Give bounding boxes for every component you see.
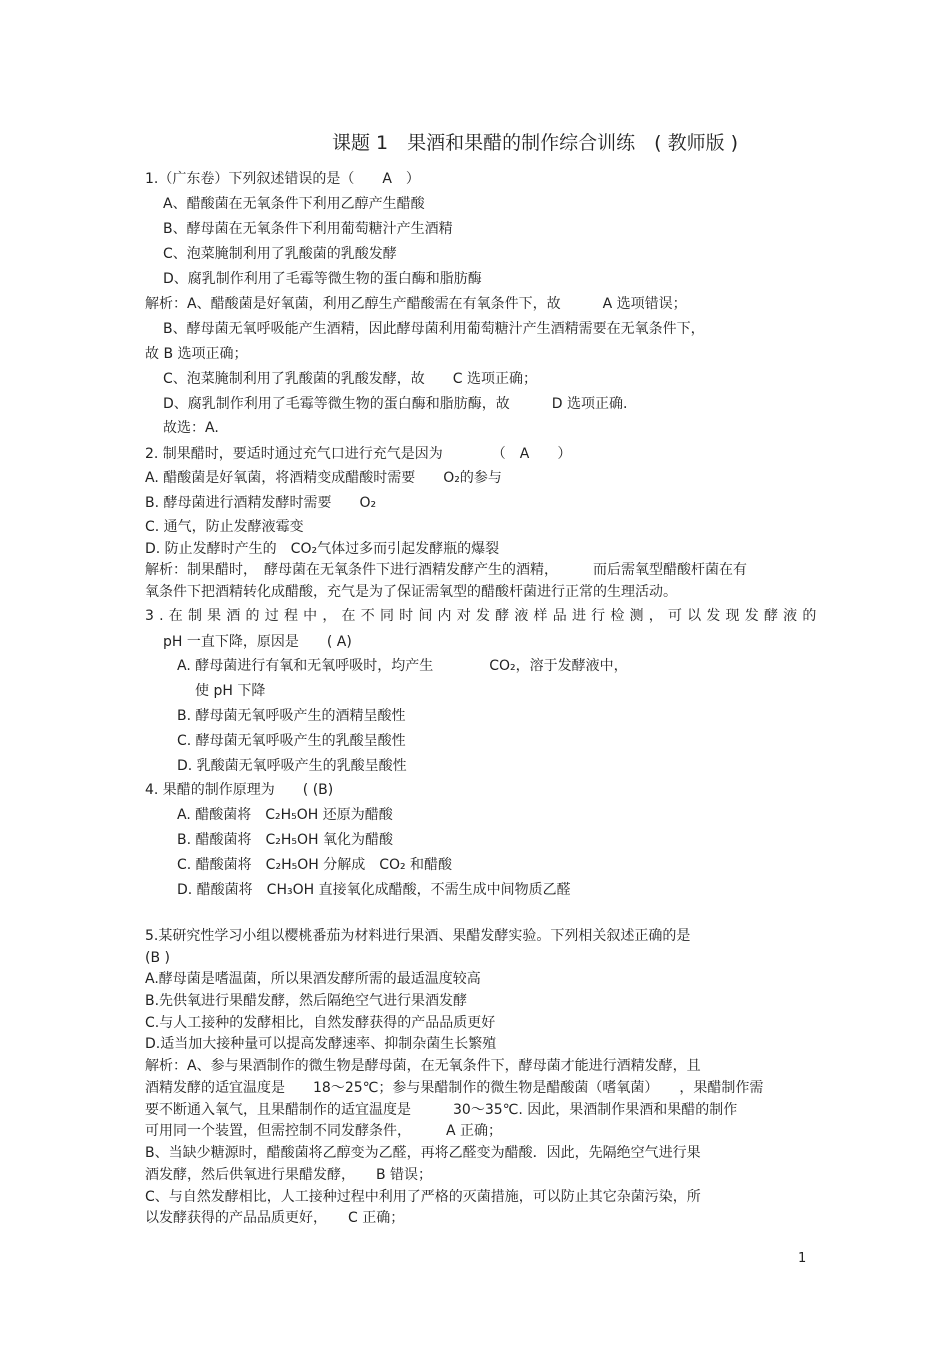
text-line: 可用同一个装置，但需控制不同发酵条件， A 正确； — [145, 1123, 503, 1139]
text-line: D、腐乳制作利用了毛霉等微生物的蛋白酶和脂肪酶，故 D 选项正确. — [163, 396, 628, 412]
text-line: C.与人工接种的发酵相比，自然发酵获得的产品品质更好 — [145, 1015, 496, 1031]
text-line: D. 乳酸菌无氧呼吸产生的乳酸呈酸性 — [177, 758, 407, 774]
text-line: C、与自然发酵相比，人工接种过程中利用了严格的灭菌措施，可以防止其它杂菌污染，所 — [145, 1189, 701, 1205]
text-line: A、醋酸菌在无氧条件下利用乙醇产生醋酸 — [163, 196, 425, 212]
page-number: 1 — [798, 1251, 807, 1266]
text-line: A. 醋酸菌将 C₂H₅OH 还原为醋酸 — [177, 807, 393, 823]
text-line: B、当缺少糖源时，醋酸菌将乙醇变为乙醛，再将乙醛变为醋酸．因此，先隔绝空气进行果 — [145, 1145, 701, 1161]
text-line: C. 酵母菌无氧呼吸产生的乳酸呈酸性 — [177, 733, 406, 749]
text-line: B. 酵母菌无氧呼吸产生的酒精呈酸性 — [177, 708, 406, 724]
text-line: C. 通气，防止发酵液霉变 — [145, 519, 304, 535]
text-line: 酒发酵，然后供氧进行果醋发酵， B 错误； — [145, 1167, 433, 1183]
text-line: B. 酵母菌进行酒精发酵时需要 O₂ — [145, 495, 377, 511]
text-line: 5.某研究性学习小组以樱桃番茄为材料进行果酒、果醋发酵实验。下列相关叙述正确的是 — [145, 928, 691, 944]
text-line: D. 防止发酵时产生的 CO₂气体过多而引起发酵瓶的爆裂 — [145, 541, 500, 557]
text-line: 酒精发酵的适宜温度是 18～25℃；参与果醋制作的微生物是醋酸菌（嗜氧菌） ，果醋制作需 — [145, 1080, 764, 1096]
text-line: 故选：A. — [163, 420, 219, 436]
text-line: 2. 制果醋时，要适时通过充气口进行充气是因为 （ A ） — [145, 446, 572, 462]
text-line: B、酵母菌无氧呼吸能产生酒精，因此酵母菌利用葡萄糖汁产生酒精需要在无氧条件下， — [163, 321, 705, 337]
text-line: A.酵母菌是嗜温菌，所以果酒发酵所需的最适温度较高 — [145, 971, 481, 987]
text-line: D. 醋酸菌将 CH₃OH 直接氧化成醋酸，不需生成中间物质乙醛 — [177, 882, 571, 898]
text-line: B. 醋酸菌将 C₂H₅OH 氧化为醋酸 — [177, 832, 394, 848]
text-line: C. 醋酸菌将 C₂H₅OH 分解成 CO₂ 和醋酸 — [177, 857, 453, 873]
text-line: 3.在制果酒的过程中，在不同时间内对发酵液样品进行检测，可以发现发酵液的 — [145, 608, 822, 624]
page-title: 课题 1 果酒和果醋的制作综合训练 ( 教师版 ) — [332, 132, 739, 154]
text-line: 4. 果醋的制作原理为 ( (B) — [145, 782, 334, 798]
text-line: 以发酵获得的产品品质更好， C 正确； — [145, 1210, 405, 1226]
text-line: pH 一直下降，原因是 ( A) — [163, 634, 352, 650]
text-line: B.先供氧进行果醋发酵，然后隔绝空气进行果酒发酵 — [145, 993, 468, 1009]
text-line: B、酵母菌在无氧条件下利用葡萄糖汁产生酒精 — [163, 221, 453, 237]
text-line: D、腐乳制作利用了毛霉等微生物的蛋白酶和脂肪酶 — [163, 271, 482, 287]
text-line: 解析：制果醋时， 酵母菌在无氧条件下进行酒精发酵产生的酒精， 而后需氧型醋酸杆菌在有 — [145, 562, 747, 578]
text-line: 解析：A、醋酸菌是好氧菌，利用乙醇生产醋酸需在有氧条件下，故 A 选项错误； — [145, 296, 687, 312]
text-line: A. 醋酸菌是好氧菌，将酒精变成醋酸时需要 O₂的参与 — [145, 470, 502, 486]
text-line: 故 B 选项正确； — [145, 346, 248, 362]
text-line: 1.（广东卷）下列叙述错误的是（ A ） — [145, 171, 420, 187]
text-line: 要不断通入氧气，且果醋制作的适宜温度是 30～35℃. 因此，果酒制作果酒和果醋的制作 — [145, 1102, 738, 1118]
text-line: 使 pH 下降 — [195, 683, 266, 699]
text-line: A. 酵母菌进行有氧和无氧呼吸时，均产生 CO₂，溶于发酵液中， — [177, 658, 628, 674]
text-line: D.适当加大接种量可以提高发酵速率、抑制杂菌生长繁殖 — [145, 1036, 497, 1052]
text-line: 氧条件下把酒精转化成醋酸，充气是为了保证需氧型的醋酸杆菌进行正常的生理活动。 — [145, 584, 677, 600]
text-line: (B ) — [145, 950, 170, 966]
text-line: C、泡菜腌制利用了乳酸菌的乳酸发酵 — [163, 246, 397, 262]
text-line: C、泡菜腌制利用了乳酸菌的乳酸发酵，故 C 选项正确； — [163, 371, 537, 387]
text-line: 解析：A、参与果酒制作的微生物是酵母菌，在无氧条件下，酵母菌才能进行酒精发酵，且 — [145, 1058, 701, 1074]
